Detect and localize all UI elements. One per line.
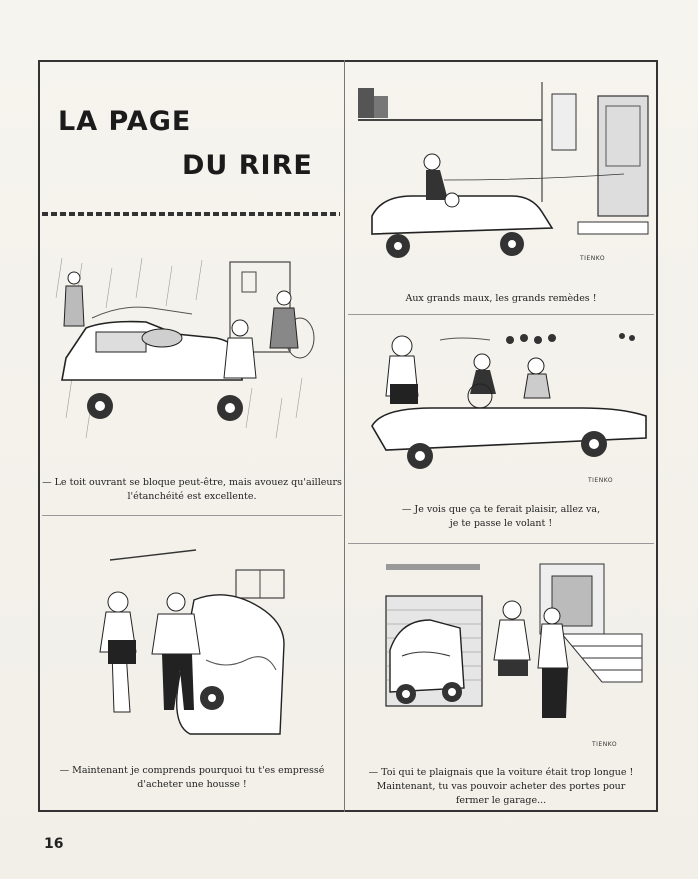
- caption-3-line-1: Aux grands maux, les grands remèdes !: [405, 293, 597, 304]
- page-title-line-1: LA PAGE: [58, 106, 192, 137]
- caption-5: [348, 766, 654, 808]
- caption-4-line-1: — Je vois que ça te ferait plaisir, allez va,: [401, 504, 601, 515]
- caption-2-line-2: d'acheter une housse !: [137, 779, 247, 790]
- caption-4-line-2: je te passe le volant !: [449, 518, 553, 529]
- caption-1-line-2: l'étanchéité est excellente.: [127, 491, 257, 502]
- caption-3: [348, 292, 654, 306]
- cartoon-garage: [382, 560, 652, 750]
- signature-3: TIENKO: [580, 255, 606, 262]
- page-number: 16: [44, 836, 64, 852]
- caption-4: [348, 503, 654, 531]
- right-separator-2: [348, 543, 654, 544]
- signature-5: TIENKO: [592, 741, 618, 748]
- cartoon-door-string: [352, 72, 652, 282]
- cartoon-rain-car: [52, 258, 332, 458]
- caption-5-line-1: — Toi qui te plaignais que la voiture était trop longue !: [368, 767, 634, 778]
- cartoon-car-cover: [96, 540, 296, 750]
- caption-1-line-1: — Le toit ouvrant se bloque peut-être, mais avouez qu'ailleurs: [42, 477, 342, 488]
- signature-4: TIENKO: [588, 477, 614, 484]
- caption-2-line-1: — Maintenant je comprends pourquoi tu t'es empressé: [59, 765, 325, 776]
- column-divider: [344, 60, 345, 812]
- left-separator: [42, 515, 342, 516]
- caption-2: [42, 764, 342, 792]
- cartoon-convertible: [360, 326, 650, 496]
- right-separator-1: [348, 314, 654, 315]
- title-dashed-rule: [42, 212, 340, 216]
- caption-5-line-2: Maintenant, tu vas pouvoir acheter des portes pour: [376, 781, 626, 792]
- page-title-line-2: DU RIRE: [182, 150, 313, 181]
- caption-1: [42, 476, 342, 504]
- caption-5-line-3: fermer le garage...: [455, 795, 547, 806]
